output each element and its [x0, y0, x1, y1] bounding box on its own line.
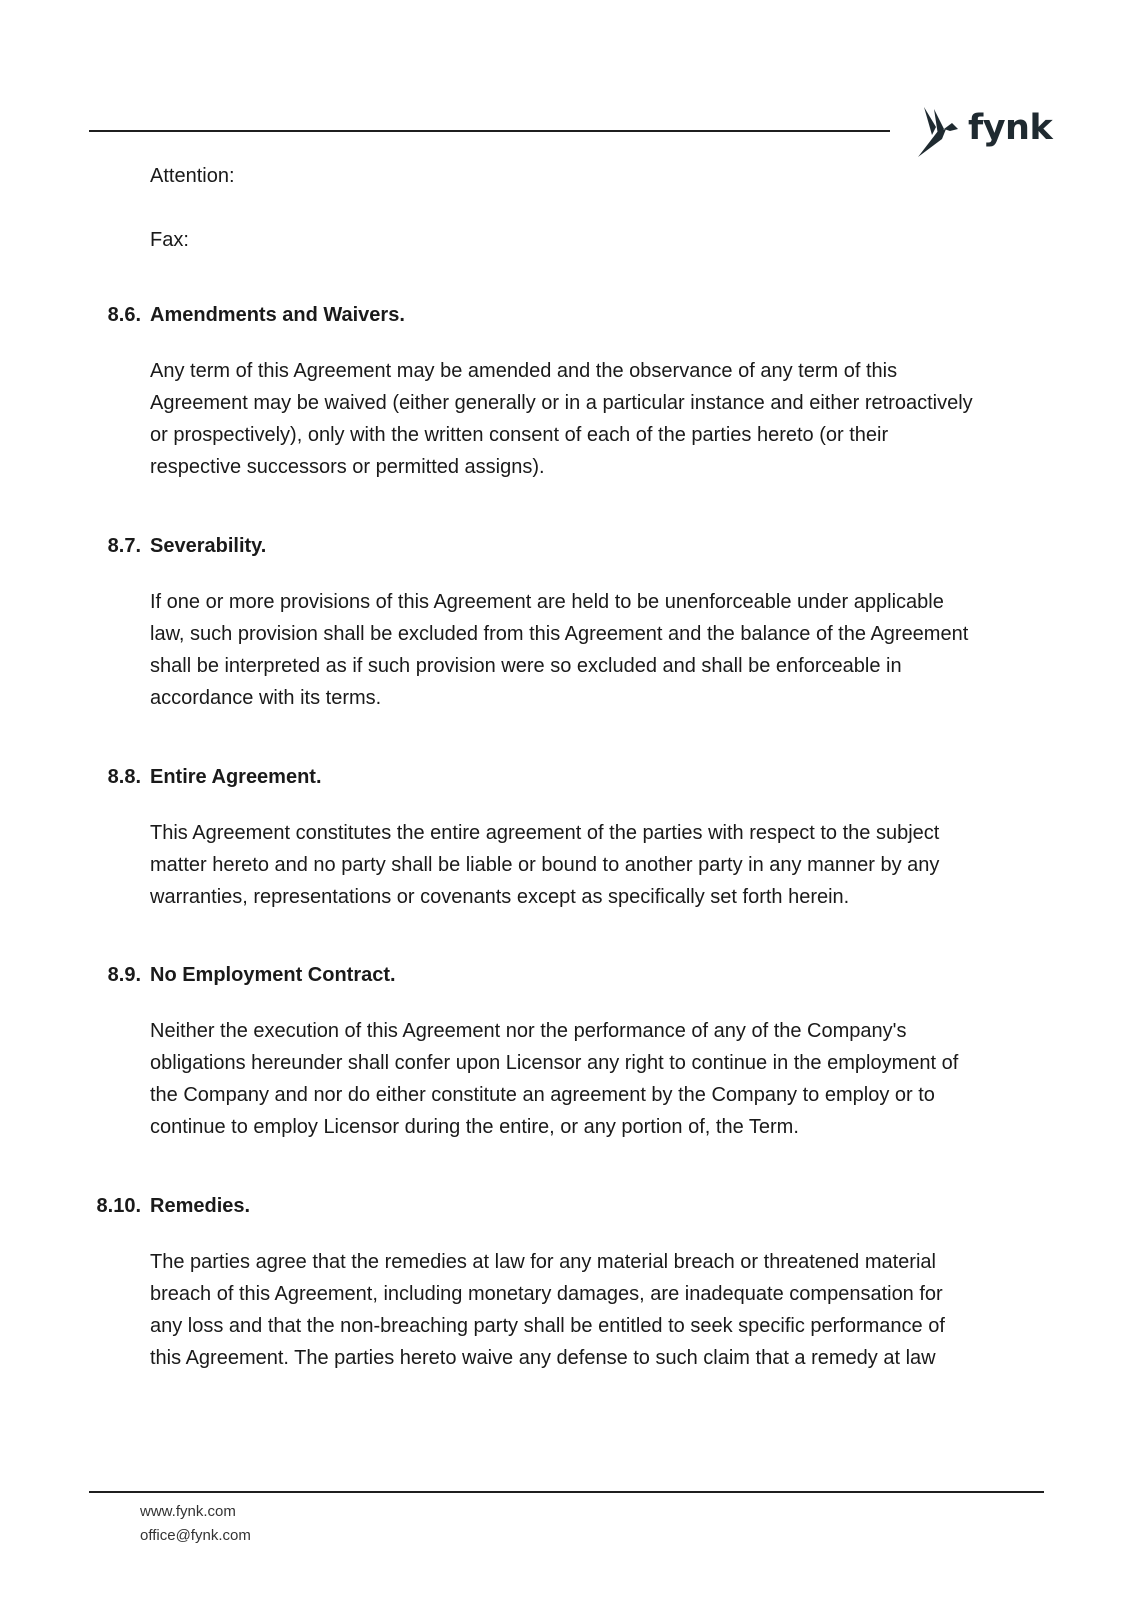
section-heading: Amendments and Waivers.	[150, 304, 405, 326]
body-line: accordance with its terms.	[150, 687, 382, 709]
body-line: shall be interpreted as if such provision were so excluded and shall be enforceable in	[150, 655, 902, 677]
body-line: obligations hereunder shall confer upon Licensor any right to continue in the employment of	[150, 1052, 959, 1074]
body-line: the Company and nor do either constitute an agreement by the Company to employ or to	[150, 1084, 935, 1106]
footer-rule	[89, 1491, 1044, 1493]
header-rule	[89, 130, 890, 132]
footer-website: www.fynk.com	[140, 1503, 236, 1520]
body-line: this Agreement. The parties hereto waive any defense to such claim that a remedy at law	[150, 1347, 936, 1369]
body-line: law, such provision shall be excluded from this Agreement and the balance of the Agreement	[150, 623, 969, 645]
section-body	[150, 817, 939, 913]
section-number: 8.7.	[107, 535, 141, 557]
body-line: continue to employ Licensor during the entire, or any portion of, the Term.	[150, 1116, 799, 1138]
section-heading: Entire Agreement.	[150, 766, 322, 788]
body-line: breach of this Agreement, including monetary damages, are inadequate compensation for	[150, 1283, 943, 1305]
section-body	[150, 586, 968, 714]
body-line: Neither the execution of this Agreement nor the performance of any of the Company's	[150, 1020, 907, 1042]
section-number: 8.10.	[96, 1195, 141, 1217]
section-number: 8.9.	[107, 964, 141, 986]
body-line: respective successors or permitted assigns).	[150, 456, 545, 478]
fax-label: Fax:	[150, 229, 189, 251]
attention-label: Attention:	[150, 165, 235, 187]
section-body	[150, 1015, 958, 1143]
section-number: 8.8.	[107, 766, 141, 788]
footer-email: office@fynk.com	[140, 1527, 251, 1544]
body-line: If one or more provisions of this Agreement are held to be unenforceable under applicable	[150, 591, 944, 613]
section-heading: Severability.	[150, 535, 267, 557]
body-line: warranties, representations or covenants except as specifically set forth herein.	[150, 886, 850, 908]
body-line: Any term of this Agreement may be amended and the observance of any term of this	[150, 360, 898, 382]
body-line: matter hereto and no party shall be liable or bound to another party in any manner by any	[150, 854, 940, 876]
body-line: or prospectively), only with the written consent of each of the parties hereto (or their	[150, 424, 889, 446]
section-heading: No Employment Contract.	[150, 964, 396, 986]
section-number: 8.6.	[107, 304, 141, 326]
body-line: Agreement may be waived (either generally or in a particular instance and either retroactively	[150, 392, 973, 414]
bird-logo-icon	[916, 105, 966, 159]
body-line: any loss and that the non-breaching party shall be entitled to seek specific performance of	[150, 1315, 945, 1337]
section-body	[150, 1246, 945, 1374]
fynk-logo	[916, 104, 1052, 160]
logo-wordmark: fynk	[968, 108, 1053, 148]
section-body	[150, 355, 973, 483]
body-line: This Agreement constitutes the entire agreement of the parties with respect to the subject	[150, 822, 940, 844]
body-line: The parties agree that the remedies at law for any material breach or threatened material	[150, 1251, 936, 1273]
section-heading: Remedies.	[150, 1195, 251, 1217]
